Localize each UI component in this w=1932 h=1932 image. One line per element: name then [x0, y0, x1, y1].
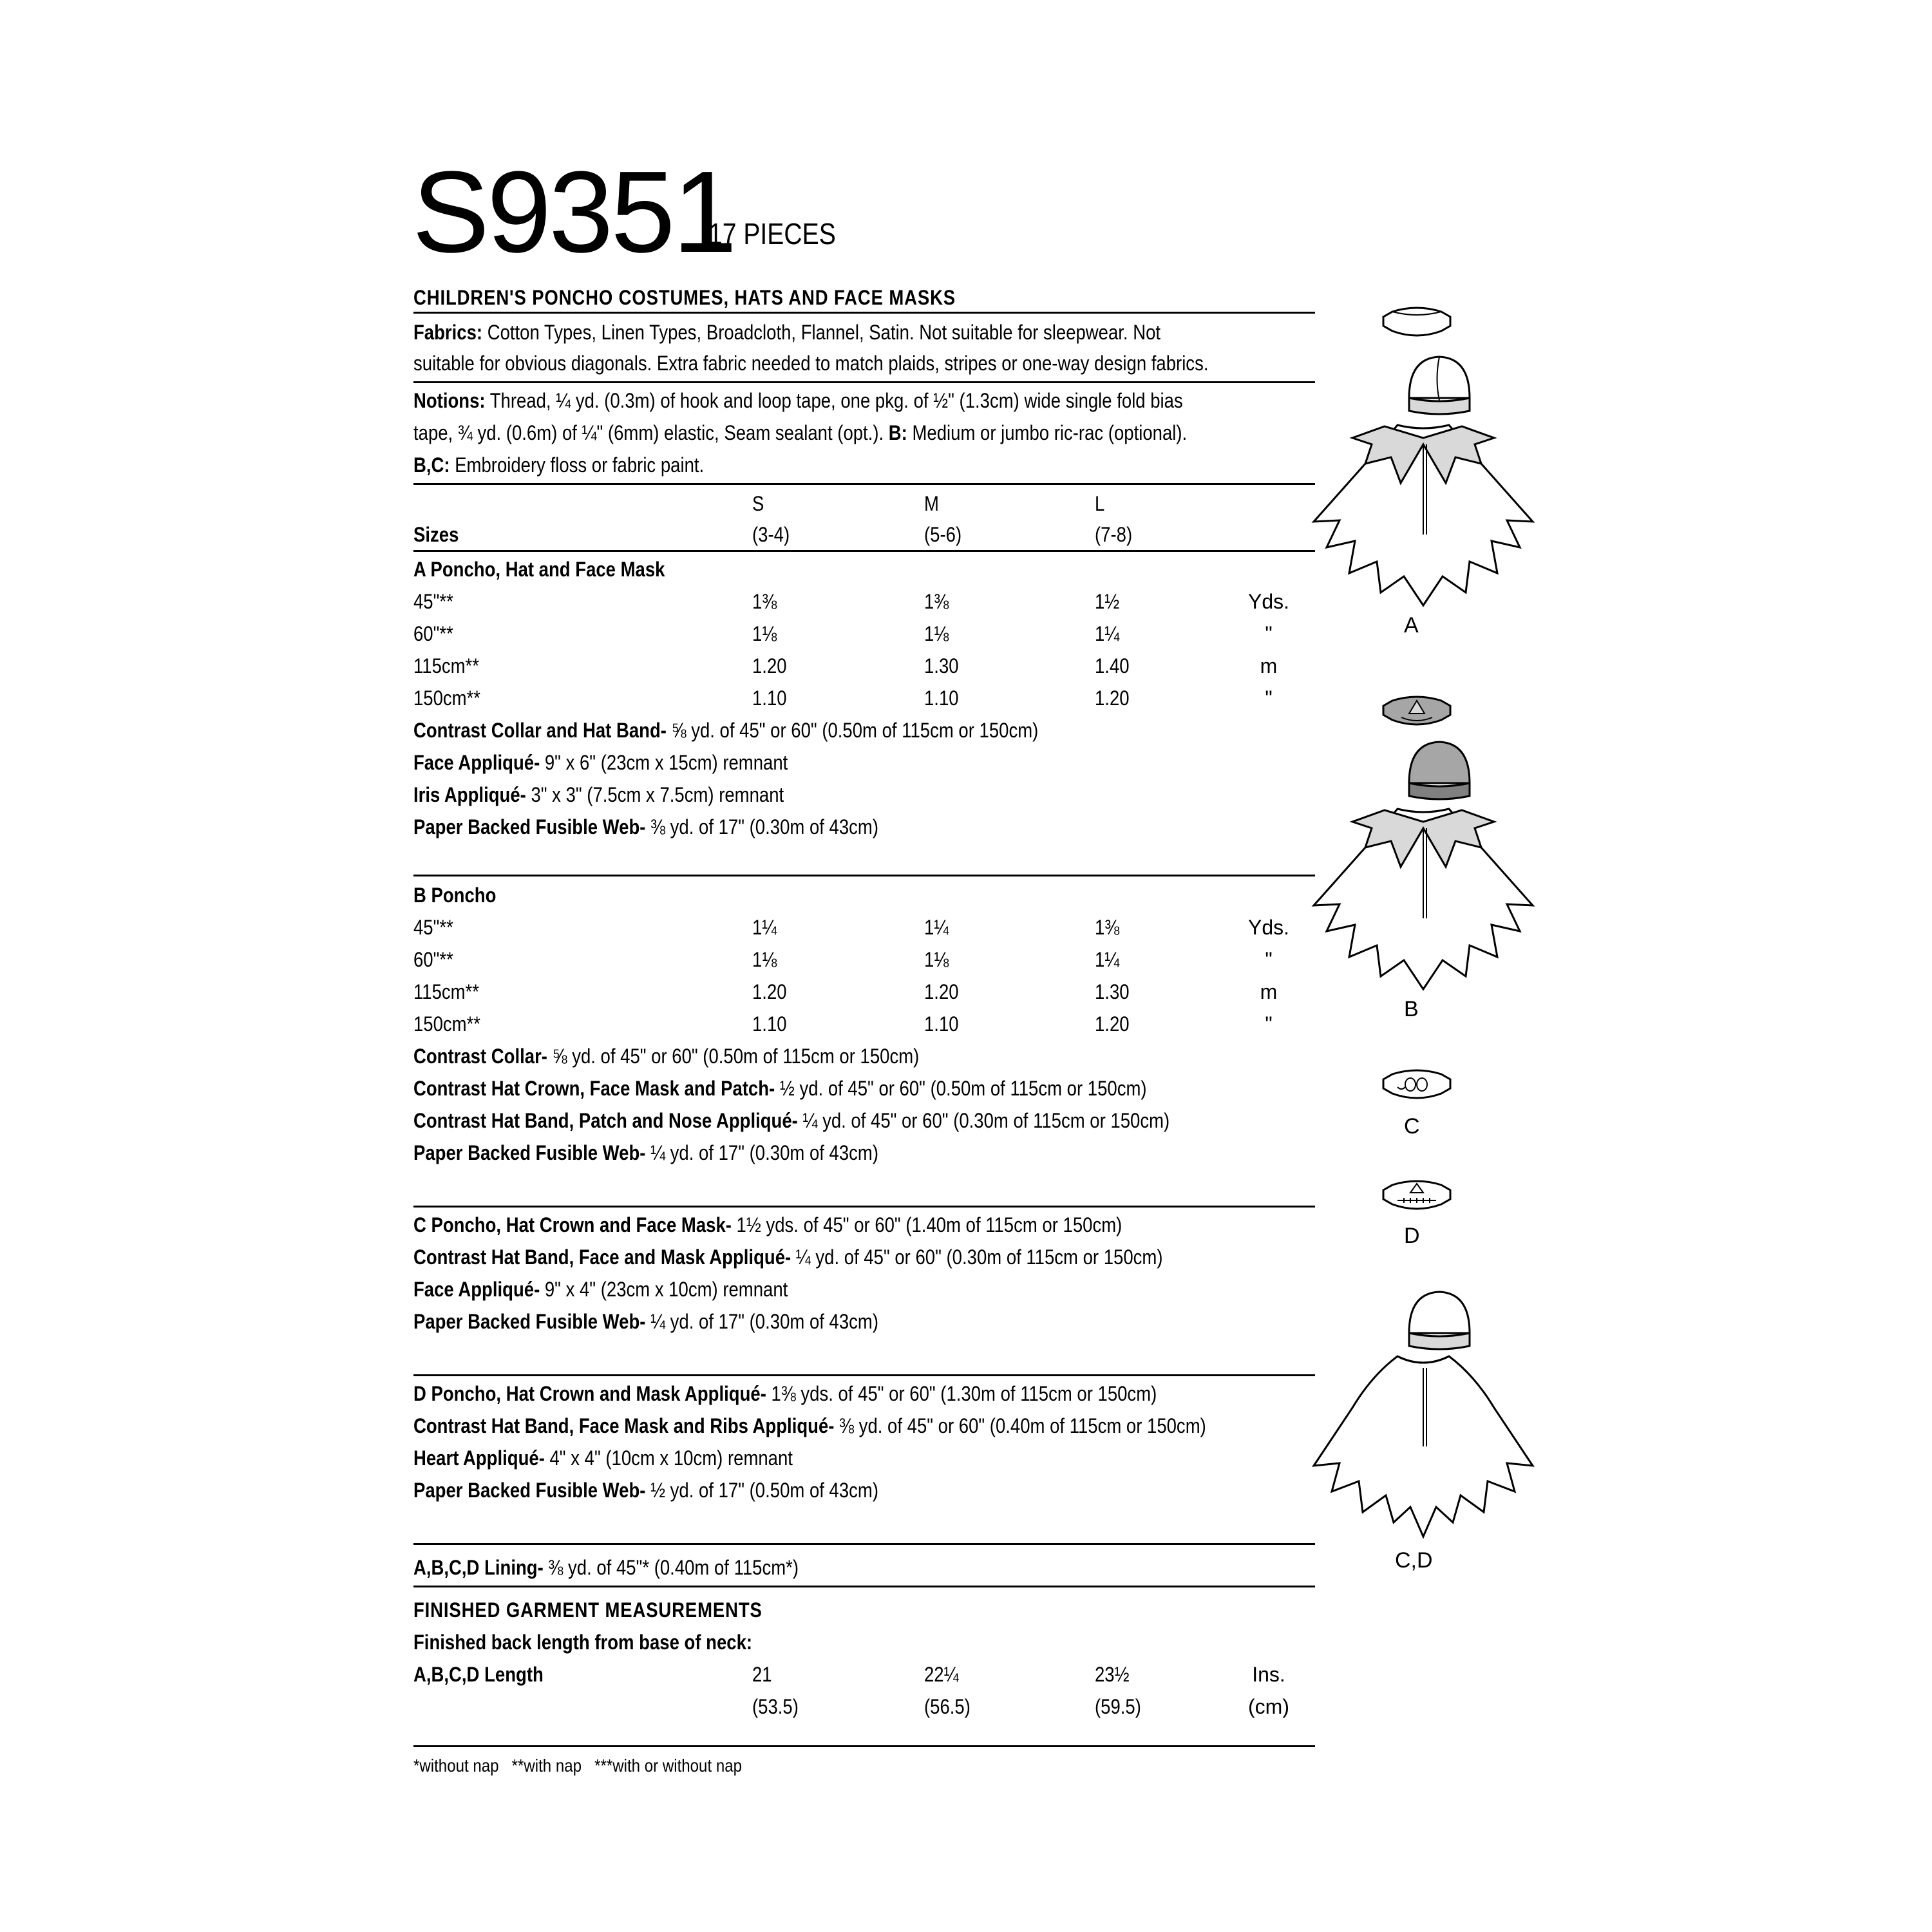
divider [413, 312, 1315, 314]
fabric-width: 45"** [413, 590, 453, 613]
view-b-hat-illustration [1404, 738, 1475, 802]
yardage-s: 1⅜ [752, 590, 777, 613]
yardage-l: 1⅜ [1095, 916, 1120, 939]
view-a-label: A [1404, 613, 1419, 638]
requirement-line [413, 1073, 1147, 1104]
lining-text: ⅜ yd. of 45"* (0.40m of 115cm*) [543, 1556, 799, 1579]
section-b-title: B Poncho [413, 884, 497, 907]
requirement-line [413, 1306, 878, 1337]
requirement-label: Iris Appliqué- [413, 783, 526, 806]
requirement-line [413, 1242, 1162, 1273]
notions-text-2c: Medium or jumbo ric-rac (optional). [907, 421, 1188, 444]
finished-subtitle: Finished back length from base of neck: [413, 1631, 753, 1654]
length-unit: Ins. [1252, 1663, 1285, 1686]
yardage-l: 1½ [1095, 590, 1120, 613]
requirement-line [413, 1443, 793, 1473]
notions-text-2: tape, ¾ yd. (0.6m) of ¼" (6mm) elastic, Seam sealant (opt.). [413, 421, 889, 444]
yardage-unit: " [1265, 687, 1273, 710]
requirement-text: ¼ yd. of 45" or 60" (0.30m of 115cm or 150cm) [791, 1245, 1163, 1269]
requirement-text: ¼ yd. of 45" or 60" (0.30m of 115cm or 150cm) [797, 1109, 1170, 1132]
yardage-s: 1⅛ [752, 948, 777, 971]
fabrics-line-1 [413, 317, 1160, 348]
length-s: 21 [752, 1663, 772, 1686]
yardage-l: 1.20 [1095, 1012, 1130, 1036]
length-s-cm: (53.5) [752, 1695, 799, 1718]
yardage-unit: Yds. [1247, 916, 1290, 939]
fabric-width: 45"** [413, 916, 453, 939]
requirement-line [413, 811, 878, 842]
sizes-label: Sizes [413, 523, 459, 546]
requirement-text: ½ yd. of 17" (0.50m of 43cm) [645, 1479, 878, 1502]
requirement-text: 4" x 4" (10cm x 10cm) remnant [544, 1446, 793, 1470]
length-row-label: A,B,C,D Length [413, 1663, 544, 1686]
fabric-width: 115cm** [413, 980, 479, 1003]
yardage-s: 1.20 [752, 654, 787, 677]
notions-b-label: B: [888, 421, 907, 444]
yardage-unit: Yds. [1247, 590, 1290, 613]
view-b-label: B [1404, 997, 1419, 1021]
yardage-unit: " [1265, 622, 1273, 645]
yardage-unit: m [1260, 654, 1278, 677]
yardage-m: 1⅛ [924, 948, 949, 971]
yardage-unit: " [1265, 948, 1273, 971]
requirement-label: Contrast Collar- [413, 1045, 547, 1068]
requirement-label: Contrast Hat Band, Patch and Nose Appliqué- [413, 1109, 798, 1132]
section-a-title: A Poncho, Hat and Face Mask [413, 558, 665, 581]
requirement-label: Paper Backed Fusible Web- [413, 1141, 646, 1164]
yardage-s: 1¼ [752, 916, 777, 939]
yardage-l: 1.40 [1095, 654, 1130, 677]
requirement-label: Face Appliqué- [413, 751, 540, 774]
requirement-line [413, 1475, 878, 1506]
yardage-l: 1¼ [1095, 948, 1120, 971]
requirement-text: 9" x 6" (23cm x 15cm) remnant [540, 751, 788, 774]
fabric-width: 150cm** [413, 1012, 481, 1036]
size-s-range: (3-4) [752, 523, 790, 546]
requirement-text: ⅝ yd. of 45" or 60" (0.50m of 115cm or 150cm) [547, 1045, 920, 1068]
yardage-s: 1.20 [752, 980, 787, 1003]
requirement-text: ½ yd. of 45" or 60" (0.50m of 115cm or 150cm) [775, 1077, 1147, 1100]
requirement-line [413, 1137, 878, 1168]
yardage-l: 1.30 [1095, 980, 1130, 1003]
fabric-width: 60"** [413, 948, 453, 971]
requirement-line [413, 747, 788, 778]
yardage-s: 1.10 [752, 687, 787, 710]
fabric-width: 60"** [413, 622, 453, 645]
fabrics-line-2: suitable for obvious diagonals. Extra fabric needed to match plaids, stripes or one-way design fabrics. [413, 352, 1209, 375]
divider [413, 1374, 1315, 1376]
pattern-number: S9351 [412, 147, 735, 277]
fabrics-text-1: Cotton Types, Linen Types, Broadcloth, Flannel, Satin. Not suitable for sleepwear. Not [482, 321, 1161, 344]
view-a-face-mask-illustration [1378, 303, 1455, 341]
yardage-m: 1.20 [924, 980, 959, 1003]
notions-label: Notions: [413, 389, 486, 412]
requirement-text: ¼ yd. of 17" (0.30m of 43cm) [645, 1141, 878, 1164]
yardage-m: 1.30 [924, 654, 959, 677]
notions-text-1: Thread, ¼ yd. (0.3m) of hook and loop tape, one pkg. of ½" (1.3cm) wide single fold bias [485, 389, 1183, 412]
view-cd-poncho-illustration [1301, 1350, 1546, 1543]
view-a-poncho-illustration [1301, 412, 1546, 612]
yardage-m: 1.10 [924, 687, 959, 710]
requirement-line [413, 1410, 1206, 1441]
requirement-line [413, 715, 1038, 746]
requirement-label: Contrast Hat Band, Face Mask and Ribs Appliqué- [413, 1414, 835, 1437]
requirement-text: 1½ yds. of 45" or 60" (1.40m of 115cm or 150cm) [731, 1213, 1122, 1236]
requirement-label: Paper Backed Fusible Web- [413, 815, 646, 838]
divider [413, 875, 1315, 876]
fabric-width: 150cm** [413, 687, 481, 710]
yardage-l: 1¼ [1095, 622, 1120, 645]
requirement-label: Paper Backed Fusible Web- [413, 1479, 646, 1502]
finished-title: FINISHED GARMENT MEASUREMENTS [413, 1598, 762, 1622]
requirement-text: ⅝ yd. of 45" or 60" (0.50m of 115cm or 150cm) [666, 719, 1039, 742]
yardage-m: 1⅜ [924, 590, 949, 613]
divider [413, 1586, 1315, 1587]
divider [413, 381, 1315, 383]
lining-label: A,B,C,D Lining- [413, 1556, 544, 1579]
yardage-m: 1.10 [924, 1012, 959, 1036]
requirement-line [413, 1105, 1170, 1136]
view-b-face-mask-illustration [1378, 692, 1455, 730]
view-d-label: D [1404, 1224, 1420, 1248]
footnote: *without nap **with nap ***with or without nap [413, 1756, 743, 1776]
yardage-m: 1⅛ [924, 622, 949, 645]
view-c-face-mask-illustration [1378, 1065, 1455, 1104]
pattern-title: CHILDREN'S PONCHO COSTUMES, HATS AND FACE MASKS [413, 286, 956, 309]
yardage-unit: " [1265, 1012, 1273, 1036]
length-unit-cm: (cm) [1248, 1695, 1289, 1718]
yardage-s: 1.10 [752, 1012, 787, 1036]
requirement-line [413, 1378, 1157, 1409]
yardage-unit: m [1260, 980, 1278, 1003]
divider [413, 1206, 1315, 1208]
requirement-label: Heart Appliqué- [413, 1446, 545, 1470]
pieces-count: 17 PIECES [708, 217, 836, 251]
divider [413, 483, 1315, 485]
notions-line-2 [413, 417, 1187, 448]
requirement-line [413, 1274, 788, 1305]
yardage-m: 1¼ [924, 916, 949, 939]
view-cd-hat-illustration [1404, 1288, 1475, 1352]
yardage-l: 1.20 [1095, 687, 1130, 710]
requirement-label: D Poncho, Hat Crown and Mask Appliqué- [413, 1382, 766, 1405]
divider [413, 550, 1315, 552]
lining-line [413, 1552, 799, 1583]
yardage-s: 1⅛ [752, 622, 777, 645]
length-m: 22¼ [924, 1663, 959, 1686]
size-m-range: (5-6) [924, 523, 962, 546]
size-l-label: L [1095, 492, 1105, 515]
requirement-line [413, 1209, 1122, 1240]
size-s-label: S [752, 492, 764, 515]
view-c-label: C [1404, 1114, 1420, 1139]
size-l-range: (7-8) [1095, 523, 1133, 546]
length-l-cm: (59.5) [1095, 1695, 1141, 1718]
fabrics-label: Fabrics: [413, 321, 483, 344]
requirement-text: 9" x 4" (23cm x 10cm) remnant [540, 1278, 788, 1301]
notions-line-3 [413, 450, 704, 480]
length-l: 23½ [1095, 1663, 1130, 1686]
divider [413, 1745, 1315, 1747]
notions-text-3: Embroidery floss or fabric paint. [450, 453, 705, 477]
requirement-label: Contrast Hat Band, Face and Mask Appliqué- [413, 1245, 791, 1269]
requirement-line [413, 1041, 919, 1072]
requirement-label: Face Appliqué- [413, 1278, 540, 1301]
fabric-width: 115cm** [413, 654, 479, 677]
view-a-hat-illustration [1404, 353, 1475, 417]
requirement-label: Paper Backed Fusible Web- [413, 1310, 646, 1333]
notions-line-1 [413, 385, 1183, 416]
view-d-face-mask-illustration [1378, 1176, 1455, 1215]
requirement-text: ¼ yd. of 17" (0.30m of 43cm) [645, 1310, 878, 1333]
length-m-cm: (56.5) [924, 1695, 971, 1718]
requirement-label: Contrast Hat Crown, Face Mask and Patch- [413, 1077, 775, 1100]
requirement-label: C Poncho, Hat Crown and Face Mask- [413, 1213, 732, 1236]
size-m-label: M [924, 492, 939, 515]
requirement-line [413, 779, 784, 810]
requirement-text: ⅜ yd. of 45" or 60" (0.40m of 115cm or 150cm) [834, 1414, 1206, 1437]
view-cd-label: C,D [1395, 1548, 1433, 1573]
view-b-poncho-illustration [1301, 796, 1546, 996]
requirement-text: 1⅜ yds. of 45" or 60" (1.30m of 115cm or 150cm) [766, 1382, 1157, 1405]
divider [413, 1543, 1315, 1545]
requirement-text: 3" x 3" (7.5cm x 7.5cm) remnant [526, 783, 784, 806]
requirement-label: Contrast Collar and Hat Band- [413, 719, 667, 742]
requirement-text: ⅜ yd. of 17" (0.30m of 43cm) [645, 815, 878, 838]
notions-bc-label: B,C: [413, 453, 450, 477]
